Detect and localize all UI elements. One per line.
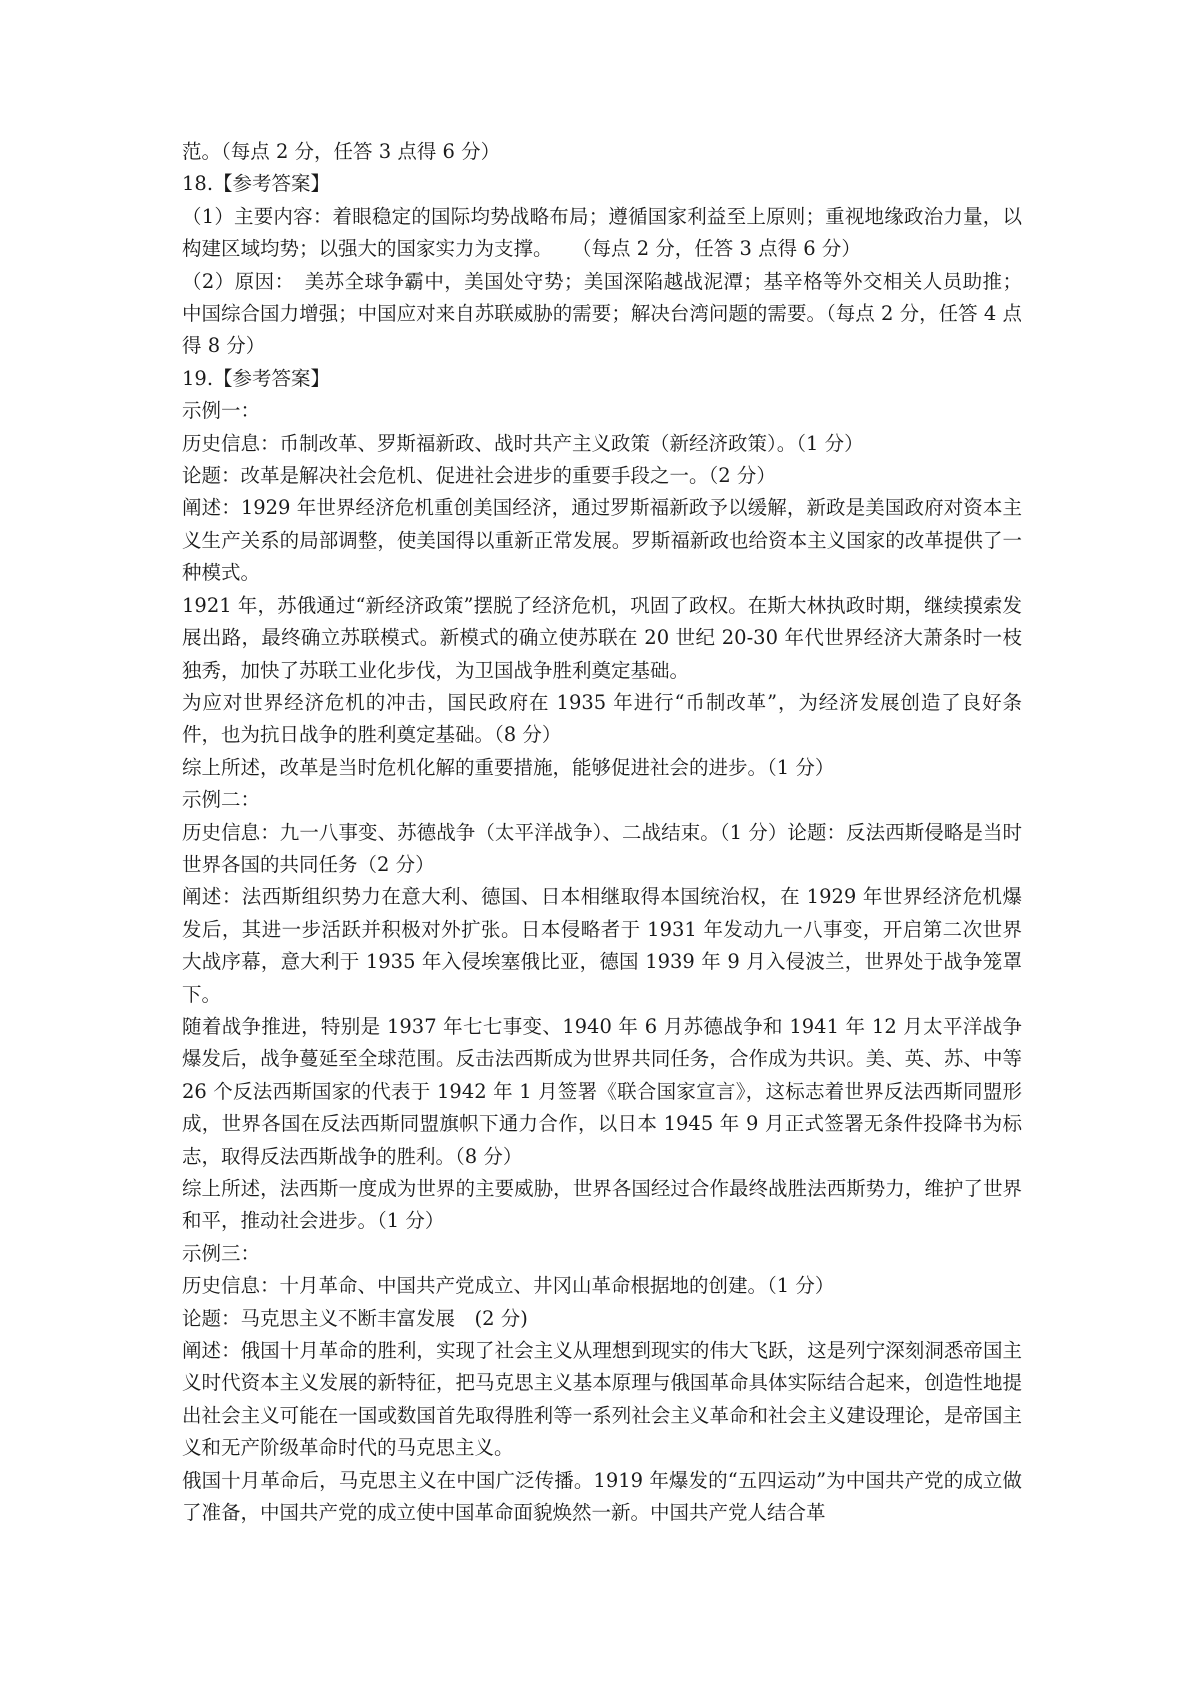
example-3-history-info: 历史信息：十月革命、中国共产党成立、井冈山革命根据地的创建。（1 分）: [182, 1274, 835, 1298]
answer-document: [182, 136, 1029, 1529]
example-3-elaboration-china: 俄国十月革命后，马克思主义在中国广泛传播。1919 年爆发的“五四运动”为中国共产党的成立做了准备，中国共产党的成立使中国革命面貌焕然一新。中国共产党人结合革: [182, 1468, 1022, 1525]
example-1-elaboration-us: 阐述：1929 年世界经济危机重创美国经济，通过罗斯福新政予以缓解，新政是美国政府对资本主义生产关系的局部调整，使美国得以重新正常发展。罗斯福新政也给资本主义国家的改革提供了一种模式。: [182, 496, 1022, 585]
score-note-line: 范。（每点 2 分，任答 3 点得 6 分）: [182, 140, 501, 163]
example-3-heading: 示例三：: [182, 1241, 261, 1265]
example-2-heading: 示例二：: [182, 788, 261, 812]
q18-part1-answer: （1）主要内容：着眼稳定的国际均势战略布局；遵循国家利益至上原则；重视地缘政治力量，以构建区域均势；以强大的国家实力为支撑。 （每点 2 分，任答 3 点得 6 分）: [182, 204, 1022, 261]
example-1-thesis: 论题：改革是解决社会危机、促进社会进步的重要手段之一。（2 分）: [182, 464, 776, 488]
example-2-history-info: 历史信息：九一八事变、苏德战争（太平洋战争）、二战结束。（1 分）论题：反法西斯侵略是当时世界各国的共同任务（2 分）: [182, 820, 1022, 876]
example-2-elaboration-rise: 阐述：法西斯组织势力在意大利、德国、日本相继取得本国统治权，在 1929 年世界经济危机爆发后，其进一步活跃并积极对外扩张。日本侵略者于 1931 年发动九一八事变，开启第二次世界大战序幕，意大利于 1935 年入侵埃塞俄比亚，德国 1939 年 9 月入侵波兰，世界处于战争笼罩下。: [182, 885, 1022, 1006]
example-1-elaboration-soviet: 1921 年，苏俄通过“新经济政策”摆脱了经济危机，巩固了政权。在斯大林执政时期，继续摸索发展出路，最终确立苏联模式。新模式的确立使苏联在 20 世纪 20-30 年代世界经济大萧条时一枝独秀，加快了苏联工业化步伐，为卫国战争胜利奠定基础。: [182, 593, 1022, 682]
example-3-thesis: 论题：马克思主义不断丰富发展 (2 分): [182, 1306, 528, 1330]
example-2-conclusion: 综上所述，法西斯一度成为世界的主要威胁，世界各国经过合作最终战胜法西斯势力，维护了世界和平，推动社会进步。（1 分）: [182, 1177, 1022, 1233]
example-1-heading: 示例一：: [182, 399, 261, 423]
example-1-conclusion: 综上所述，改革是当时危机化解的重要措施，能够促进社会的进步。（1 分）: [182, 755, 835, 779]
q19-heading: 19.【参考答案】: [182, 366, 331, 390]
q18-heading: 18.【参考答案】: [182, 172, 331, 196]
example-2-elaboration-alliance: 随着战争推进，特别是 1937 年七七事变、1940 年 6 月苏德战争和 1941 年 12 月太平洋战争爆发后，战争蔓延至全球范围。反击法西斯成为世界共同任务，合作成为共识。美、英、苏、中等 26 个反法西斯国家的代表于 1942 年 1 月签署《联合国家宣言》，这标志着世界反法西斯同盟形成，世界各国在反法西斯同盟旗帜下通力合作，以日本 1945 年 9 月正式签署无条件投降书为标志，取得反法西斯战争的胜利。（8 分）: [182, 1014, 1029, 1168]
q18-part2-answer: （2）原因： 美苏全球争霸中，美国处守势；美国深陷越战泥潭；基辛格等外交相关人员助推；中国综合国力增强；中国应对来自苏联威胁的需要；解决台湾问题的需要。（每点 2 分，任答 4 点得 8 分）: [182, 269, 1022, 358]
example-1-elaboration-china: 为应对世界经济危机的冲击，国民政府在 1935 年进行“币制改革”，为经济发展创造了良好条件，也为抗日战争的胜利奠定基础。（8 分）: [182, 690, 1022, 747]
example-3-elaboration-russia: 阐述：俄国十月革命的胜利，实现了社会主义从理想到现实的伟大飞跃，这是列宁深刻洞悉帝国主义时代资本主义发展的新特征，把马克思主义基本原理与俄国革命具体实际结合起来，创造性地提出社会主义可能在一国或数国首先取得胜利等一系列社会主义革命和社会主义建设理论，是帝国主义和无产阶级革命时代的马克思主义。: [182, 1339, 1022, 1460]
example-1-history-info: 历史信息：币制改革、罗斯福新政、战时共产主义政策（新经济政策）。（1 分）: [182, 431, 864, 455]
